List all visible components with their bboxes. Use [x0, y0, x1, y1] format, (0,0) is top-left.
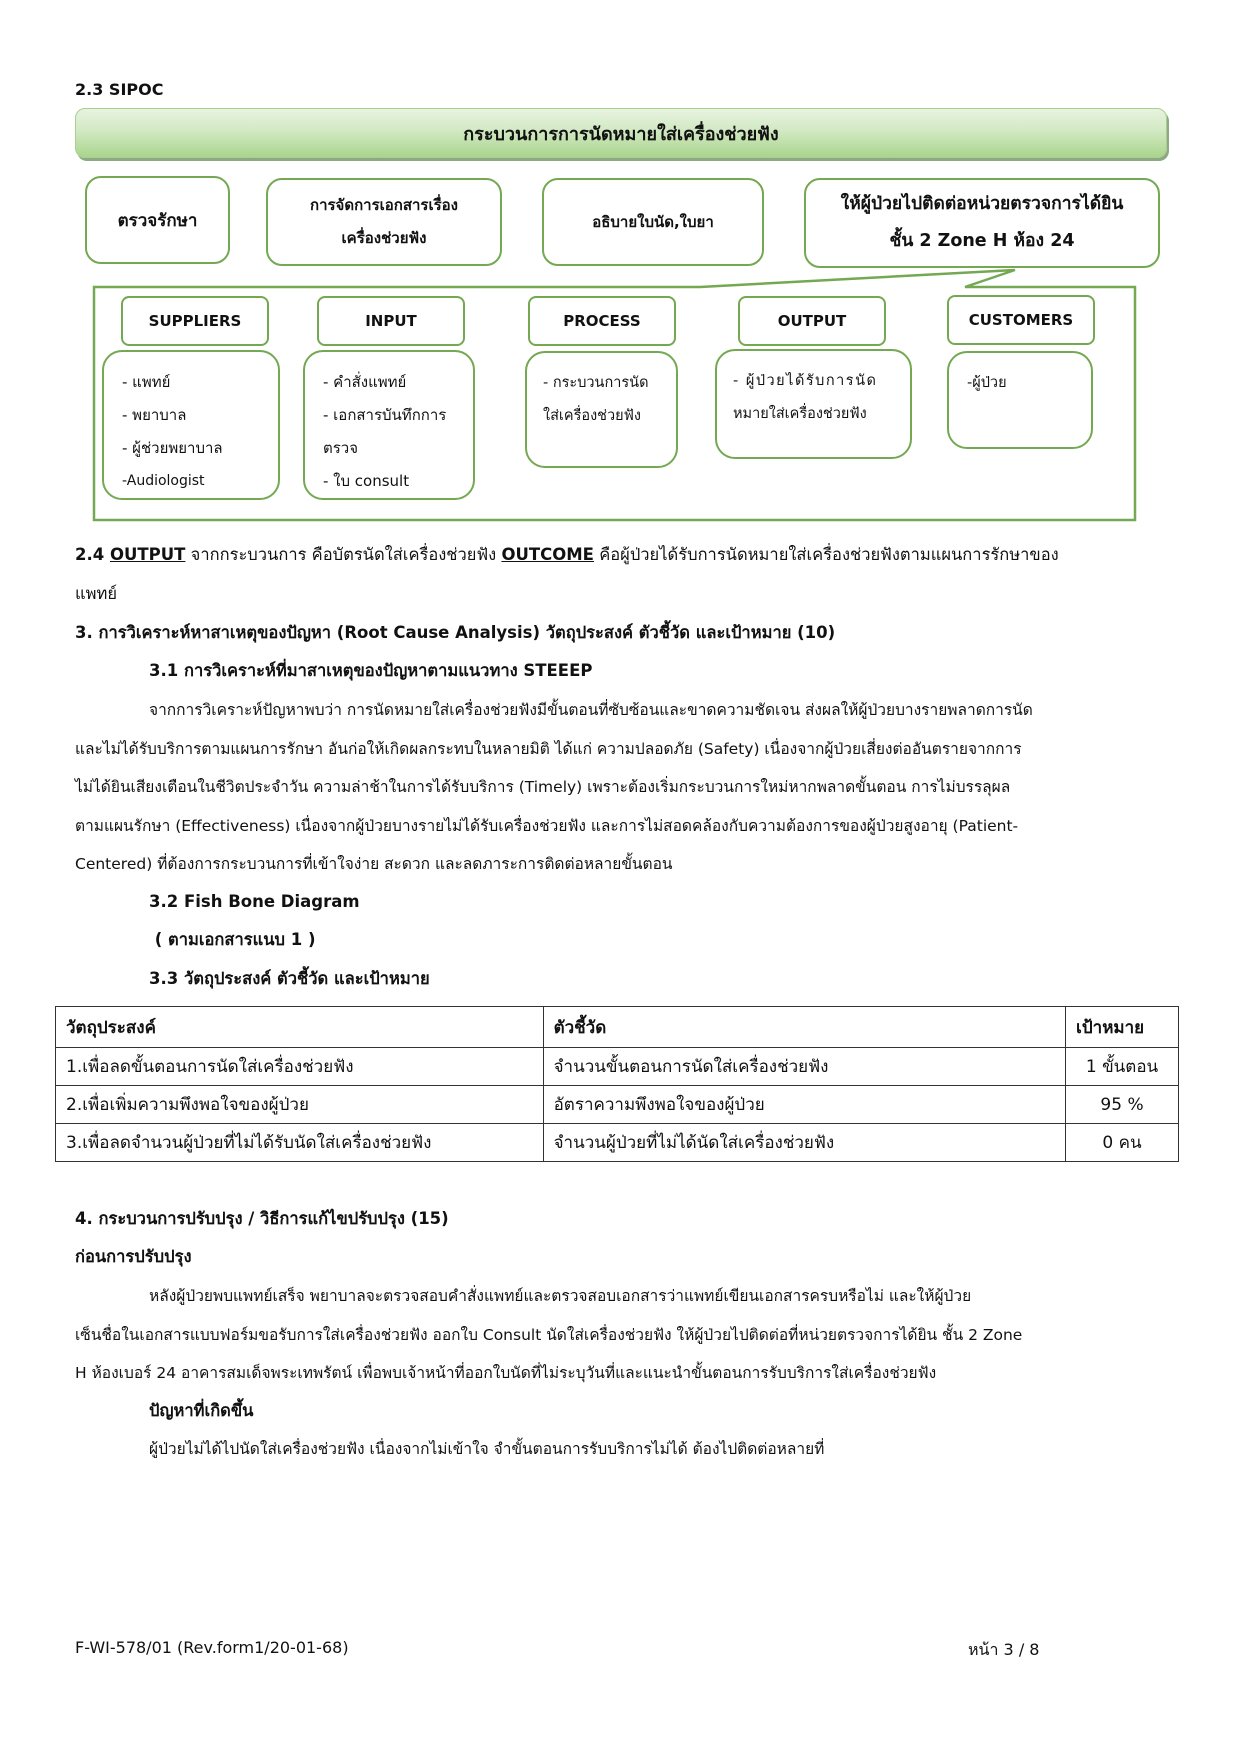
- outcome-label: OUTCOME: [501, 545, 594, 564]
- section-3-1-body: [75, 691, 1175, 884]
- section-3-3-title: 3.3 วัตถุประสงค์ ตัวชี้วัด และเป้าหมาย: [149, 969, 430, 988]
- process-step-text: อธิบายใบนัด,ใบยา: [592, 213, 714, 231]
- sipoc-header-process: [528, 296, 676, 346]
- section-2-4: [75, 536, 1175, 613]
- output-label: OUTPUT: [109, 545, 186, 564]
- section-2-4-number: 2.4: [75, 545, 110, 564]
- sipoc-item: -Audiologist: [122, 473, 205, 489]
- paragraph-line: หลังผู้ป่วยพบแพทย์เสร็จ พยาบาลจะตรวจสอบคำสั่งแพทย์และตรวจสอบเอกสารว่าแพทย์เขียนเอกสารครบหรือไม่ และให้ผู้ป่วย: [149, 1287, 972, 1305]
- sipoc-header-suppliers: [121, 296, 269, 346]
- table-cell: 1 ขั้นตอน: [1066, 1048, 1179, 1086]
- section-3-1-title: 3.1 การวิเคราะห์ที่มาสาเหตุของปัญหาตามแนวทาง STEEEP: [149, 661, 593, 680]
- before-improvement-body: [75, 1277, 1175, 1393]
- paragraph-line: ตามแผนรักษา (Effectiveness) เนื่องจากผู้ป่วยบางรายไม่ได้รับเครื่องช่วยฟัง และการไม่สอดคล้องกับความต้องการของผู้ป่วยสูงอายุ (Patient-: [75, 816, 1019, 835]
- paragraph-line: Centered) ที่ต้องการกระบวนการที่เข้าใจง่าย สะดวก และลดภาระการติดต่อหลายขั้นตอน: [75, 855, 673, 873]
- table-row: [56, 1048, 1179, 1086]
- sipoc-suppliers-box: [102, 350, 280, 500]
- paragraph-line: จากการวิเคราะห์ปัญหาพบว่า การนัดหมายใส่เครื่องช่วยฟังมีขั้นตอนที่ซับซ้อนและขาดความชัดเจน ส่งผลให้ผู้ป่วยบางรายพลาดการนัด: [149, 701, 1033, 719]
- table-header-cell: เป้าหมาย: [1066, 1007, 1179, 1048]
- sipoc-item: หมายใส่เครื่องช่วยฟัง: [733, 406, 867, 422]
- sipoc-header-label: OUTPUT: [777, 312, 847, 330]
- table-cell: 3.เพื่อลดจำนวนผู้ป่วยที่ไม่ได้รับนัดใส่เครื่องช่วยฟัง: [56, 1124, 544, 1162]
- process-step-text: ชั้น 2 Zone H ห้อง 24: [889, 231, 1075, 251]
- table-cell: 1.เพื่อลดขั้นตอนการนัดใส่เครื่องช่วยฟัง: [56, 1048, 544, 1086]
- sipoc-item: - ใบ consult: [323, 472, 410, 490]
- sipoc-item: - เอกสารบันทึกการ: [323, 406, 447, 424]
- sipoc-heading: 2.3 SIPOC: [75, 80, 164, 99]
- paragraph-line: ไม่ได้ยินเสียงเตือนในชีวิตประจำวัน ความล่าช้าในการได้รับบริการ (Timely) เพราะต้องเริ่มกระบวนการใหม่หากพลาดขั้นตอน การไม่บรรลุผล: [75, 778, 1011, 796]
- problem-title: ปัญหาที่เกิดขึ้น: [149, 1401, 254, 1420]
- table-cell: 95 %: [1066, 1086, 1179, 1124]
- problem-text: ผู้ป่วยไม่ได้ไปนัดใส่เครื่องช่วยฟัง เนื่องจากไม่เข้าใจ จำขั้นตอนการรับบริการไม่ได้ ต้องไปติดต่อหลายที่: [149, 1440, 825, 1458]
- sipoc-header-output: [738, 296, 886, 346]
- sipoc-header-customers: [947, 295, 1095, 345]
- output-text-continued: แพทย์: [75, 583, 118, 603]
- table-row: [56, 1124, 1179, 1162]
- sipoc-process-box: [525, 351, 678, 468]
- sipoc-item: - คำสั่งแพทย์: [323, 373, 407, 391]
- sipoc-input-box: [303, 350, 475, 500]
- sipoc-item: ใส่เครื่องช่วยฟัง: [543, 408, 641, 424]
- sipoc-item: -ผู้ป่วย: [967, 375, 1007, 391]
- output-text: จากกระบวนการ คือบัตรนัดใส่เครื่องช่วยฟัง: [185, 545, 502, 564]
- table-header-cell: วัตถุประสงค์: [56, 1007, 544, 1048]
- section-3-title: 3. การวิเคราะห์หาสาเหตุของปัญหา (Root Cause Analysis) วัตถุประสงค์ ตัวชี้วัด และเป้าหมาย (10): [75, 623, 836, 642]
- table-cell: อัตราความพึงพอใจของผู้ป่วย: [543, 1086, 1065, 1124]
- sipoc-customers-box: [947, 351, 1093, 449]
- sipoc-item: - กระบวนการนัด: [543, 375, 649, 391]
- sipoc-item: - ผู้ช่วยพยาบาล: [122, 439, 223, 457]
- sipoc-item: ตรวจ: [323, 439, 359, 457]
- process-step-text: เครื่องช่วยฟัง: [341, 229, 427, 247]
- section-4-title: 4. กระบวนการปรับปรุง / วิธีการแก้ไขปรับปรุง (15): [75, 1209, 449, 1228]
- section-3-2-title: 3.2 Fish Bone Diagram: [149, 892, 360, 911]
- sipoc-item: - พยาบาล: [122, 406, 187, 424]
- sipoc-item: - ผู้ป่วยได้รับการนัด: [733, 373, 878, 389]
- sipoc-item: - แพทย์: [122, 373, 171, 391]
- table-cell: จำนวนขั้นตอนการนัดใส่เครื่องช่วยฟัง: [543, 1048, 1065, 1086]
- paragraph-line: H ห้องเบอร์ 24 อาคารสมเด็จพระเทพรัตน์ เพื่อพบเจ้าหน้าที่ออกใบนัดที่ไม่ระบุวันที่และแนะนำขั้นตอนการรับบริการใส่เครื่องช่วยฟัง: [75, 1364, 937, 1382]
- form-code: F-WI-578/01 (Rev.form1/20-01-68): [75, 1638, 349, 1657]
- table-row: [56, 1086, 1179, 1124]
- process-step-text: ให้ผู้ป่วยไปติดต่อหน่วยตรวจการได้ยิน: [840, 194, 1124, 214]
- paragraph-line: เซ็นชื่อในเอกสารแบบฟอร์มขอรับการใส่เครื่องช่วยฟัง ออกใบ Consult นัดใส่เครื่องช่วยฟัง ให้ผู้ป่วยไปติดต่อที่หน่วยตรวจการได้ยิน ชั้น 2 Zone: [75, 1325, 1023, 1344]
- table-cell: จำนวนผู้ป่วยที่ไม่ได้นัดใส่เครื่องช่วยฟัง: [543, 1124, 1065, 1162]
- sipoc-header-label: PROCESS: [563, 312, 641, 330]
- table-cell: 0 คน: [1066, 1124, 1179, 1162]
- section-3-2-note: ( ตามเอกสารแนบ 1 ): [149, 930, 316, 949]
- table-cell: 2.เพื่อเพิ่มความพึงพอใจของผู้ป่วย: [56, 1086, 544, 1124]
- process-step-text: ตรวจรักษา: [117, 210, 198, 231]
- sipoc-header-input: [317, 296, 465, 346]
- before-improvement-title: ก่อนการปรับปรุง: [75, 1247, 192, 1266]
- process-step-text: การจัดการเอกสารเรื่อง: [309, 196, 459, 214]
- sipoc-output-box: [715, 349, 912, 459]
- table-header-cell: ตัวชี้วัด: [543, 1007, 1065, 1048]
- paragraph-line: และไม่ได้รับบริการตามแผนการรักษา อันก่อให้เกิดผลกระทบในหลายมิติ ได้แก่ ความปลอดภัย (Safety) เนื่องจากผู้ป่วยเสี่ยงต่ออันตรายจากการ: [75, 739, 1022, 758]
- outcome-text: คือผู้ป่วยได้รับการนัดหมายใส่เครื่องช่วยฟังตามแผนการรักษาของ: [593, 545, 1059, 564]
- sipoc-header-label: INPUT: [365, 312, 417, 330]
- sipoc-header-label: CUSTOMERS: [968, 311, 1074, 329]
- sipoc-header-label: SUPPLIERS: [148, 312, 242, 330]
- page-number: หน้า 3 / 8: [968, 1640, 1040, 1659]
- sipoc-banner-title: กระบวนการการนัดหมายใส่เครื่องช่วยฟัง: [463, 123, 779, 145]
- objectives-table: [55, 1006, 1179, 1162]
- table-header-row: [56, 1007, 1179, 1048]
